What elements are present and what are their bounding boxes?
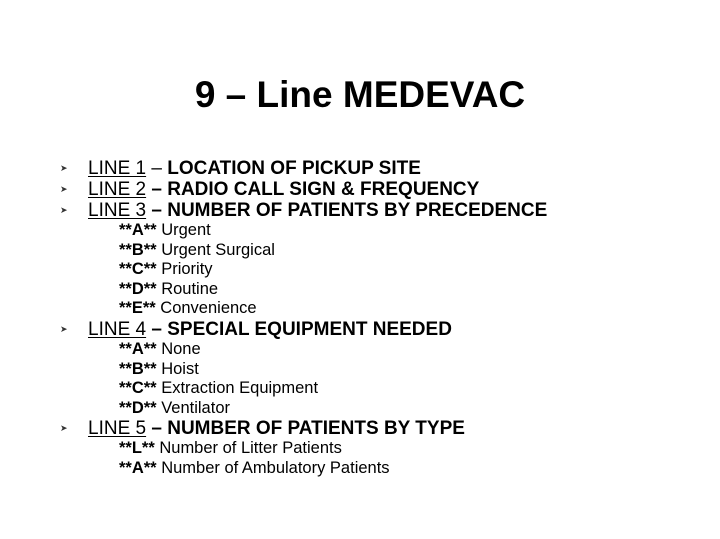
line-label: LINE 5: [88, 418, 147, 440]
line-dash: –: [146, 418, 168, 440]
line-heading: [88, 200, 547, 221]
line-heading: [88, 179, 479, 200]
option-code: **D**: [119, 398, 157, 417]
option-item: [0, 459, 720, 479]
option-code: **D**: [119, 279, 157, 298]
line-description: NUMBER OF PATIENTS BY TYPE: [167, 418, 465, 440]
arrowhead-bullet-icon: ➤: [60, 423, 68, 434]
line-dash: –: [146, 158, 168, 179]
option-text: Ventilator: [156, 398, 230, 417]
arrowhead-bullet-icon: ➤: [60, 323, 68, 334]
option-text: Hoist: [156, 359, 199, 378]
option-text: Number of Litter Patients: [154, 439, 342, 458]
option-code: **L**: [119, 439, 155, 458]
option-code: **E**: [119, 299, 156, 318]
arrowhead-bullet-icon: ➤: [60, 205, 68, 215]
line-description: SPECIAL EQUIPMENT NEEDED: [167, 318, 452, 340]
line-dash: –: [146, 179, 168, 200]
option-text: None: [156, 339, 201, 358]
line-heading: [88, 158, 421, 179]
option-text: Number of Ambulatory Patients: [156, 458, 390, 477]
line-description: LOCATION OF PICKUP SITE: [167, 158, 421, 179]
option-item: [0, 260, 720, 280]
option-code: **A**: [119, 339, 157, 358]
line-dash: –: [146, 318, 168, 340]
option-code: **A**: [119, 221, 157, 239]
option-text: Urgent Surgical: [156, 240, 275, 259]
option-code: **C**: [119, 379, 157, 398]
line-heading: [88, 319, 452, 340]
line-label: LINE 1: [88, 158, 147, 179]
option-item: [0, 399, 720, 419]
slide-title: 9 – Line MEDEVAC: [194, 74, 526, 115]
option-text: Priority: [156, 260, 213, 279]
option-text: Convenience: [155, 299, 257, 318]
line-label: LINE 2: [88, 179, 147, 200]
option-code: **A**: [119, 458, 157, 477]
line-heading: [88, 418, 465, 439]
option-item: [0, 360, 720, 380]
option-item: [0, 221, 720, 241]
line-label: LINE 3: [88, 200, 147, 221]
line-description: RADIO CALL SIGN & FREQUENCY: [167, 179, 480, 200]
line-description: NUMBER OF PATIENTS BY PRECEDENCE: [167, 200, 548, 221]
line-item-5: [0, 418, 720, 439]
arrowhead-bullet-icon: ➤: [60, 184, 68, 194]
line-item-1: [0, 158, 720, 179]
option-item: [0, 299, 720, 319]
line-item-3: [0, 200, 720, 221]
line-item-4: [0, 319, 720, 340]
option-text: Extraction Equipment: [156, 379, 319, 398]
line-dash: –: [146, 200, 168, 221]
option-item: [0, 379, 720, 399]
option-code: **B**: [119, 240, 157, 259]
option-text: Routine: [156, 279, 219, 298]
arrowhead-bullet-icon: ➤: [60, 163, 68, 173]
line-item-2: [0, 179, 720, 200]
option-code: **B**: [119, 359, 157, 378]
line-label: LINE 4: [88, 318, 147, 340]
option-item: [0, 241, 720, 261]
option-item: [0, 340, 720, 360]
option-text: Urgent: [156, 221, 211, 239]
option-item: [0, 439, 720, 459]
option-item: [0, 280, 720, 300]
medevac-line-list: [0, 158, 720, 479]
option-code: **C**: [119, 260, 157, 279]
